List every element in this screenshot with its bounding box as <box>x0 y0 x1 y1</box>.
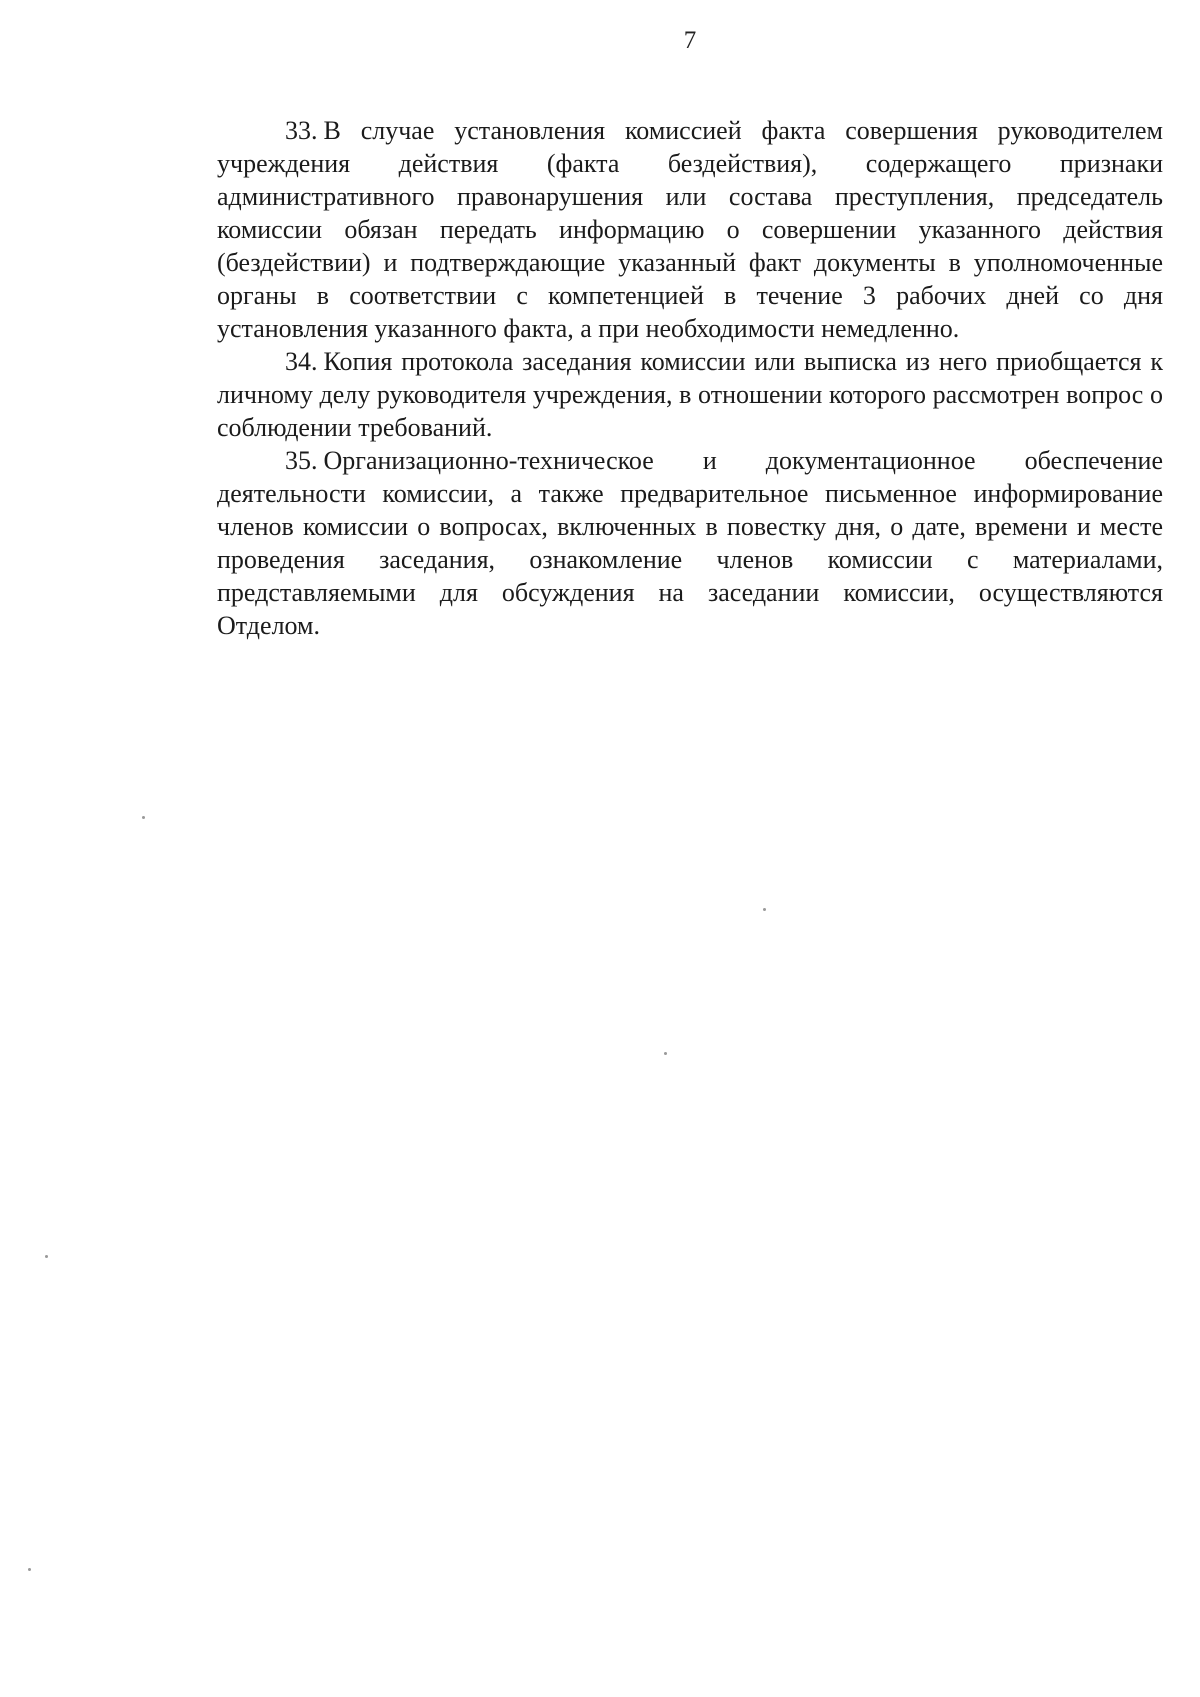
scan-speck <box>142 816 145 819</box>
scan-speck <box>45 1255 48 1258</box>
paragraph-number: 35. <box>285 446 318 475</box>
paragraph-35 <box>217 444 1163 642</box>
paragraph-text: В случае установления комиссией факта совершения руководителем учреждения действия (факта бездействия), содержащего признаки административного правонарушения или состава преступления, председатель комиссии обязан передать информацию о совершении указанного действия (бездействии) и подтверждающие указанный факт документы в уполномоченные органы в соответствии с компетенцией в течение 3 рабочих дней со дня установления указанного факта, а при необходимости немедленно. <box>217 116 1163 343</box>
paragraph-number: 34. <box>285 347 318 376</box>
scan-speck <box>28 1568 31 1571</box>
scan-speck <box>763 908 766 911</box>
paragraph-text: Копия протокола заседания комиссии или выписка из него приобщается к личному делу руководителя учреждения, в отношении которого рассмотрен вопрос о соблюдении требований. <box>217 347 1163 442</box>
scan-speck <box>664 1052 667 1055</box>
document-body <box>217 114 1163 642</box>
page-number: 7 <box>683 27 697 54</box>
paragraph-34 <box>217 345 1163 444</box>
paragraph-number: 33. <box>285 116 318 145</box>
paragraph-text: Организационно-техническое и документационное обеспечение деятельности комиссии, а также предварительное письменное информирование членов комиссии о вопросах, включенных в повестку дня, о дате, времени и месте проведения заседания, ознакомление членов комиссии с материалами, представляемыми для обсуждения на заседании комиссии, осуществляются Отделом. <box>217 446 1163 640</box>
paragraph-33 <box>217 114 1163 345</box>
